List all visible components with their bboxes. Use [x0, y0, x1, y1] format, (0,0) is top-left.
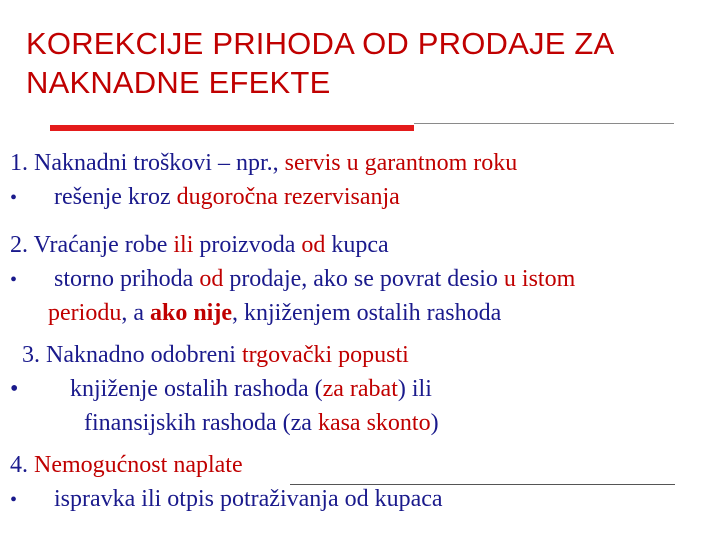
bullet-icon: • [10, 489, 18, 511]
slide-title [26, 24, 706, 102]
section-1-item: • rešenje kroz dugoročna rezervisanja [10, 182, 400, 213]
title-line-1: KOREKCIJE PRIHODA OD PRODAJE ZA [26, 26, 615, 61]
section-3-item: • knjiženje ostalih rashoda (za rabat) ili [10, 376, 432, 402]
section-4-heading: 4. Nemogućnost naplate [10, 452, 243, 478]
bullet-icon: • [10, 187, 18, 209]
title-line-2: NAKNADNE EFEKTE [26, 65, 331, 100]
title-underline-thin [414, 123, 674, 124]
bullet-icon: • [10, 376, 19, 402]
section-3-heading: 3. Naknadno odobreni trgovački popusti [22, 342, 409, 368]
section-4-item: • ispravka ili otpis potraživanja od kupaca [10, 484, 443, 515]
section-2-item-continuation: periodu, a ako nije, knjiženjem ostalih rashoda [48, 300, 502, 326]
title-underline-thick [50, 125, 414, 131]
section-2-heading: 2. Vraćanje robe ili proizvoda od kupca [10, 232, 389, 258]
section-1-heading: 1. Naknadni troškovi – npr., servis u garantnom roku [10, 150, 518, 176]
section-2-item: • storno prihoda od prodaje, ako se povrat desio u istom [10, 264, 575, 295]
section-3-item-continuation: finansijskih rashoda (za kasa skonto) [84, 410, 439, 436]
bullet-icon: • [10, 269, 18, 291]
